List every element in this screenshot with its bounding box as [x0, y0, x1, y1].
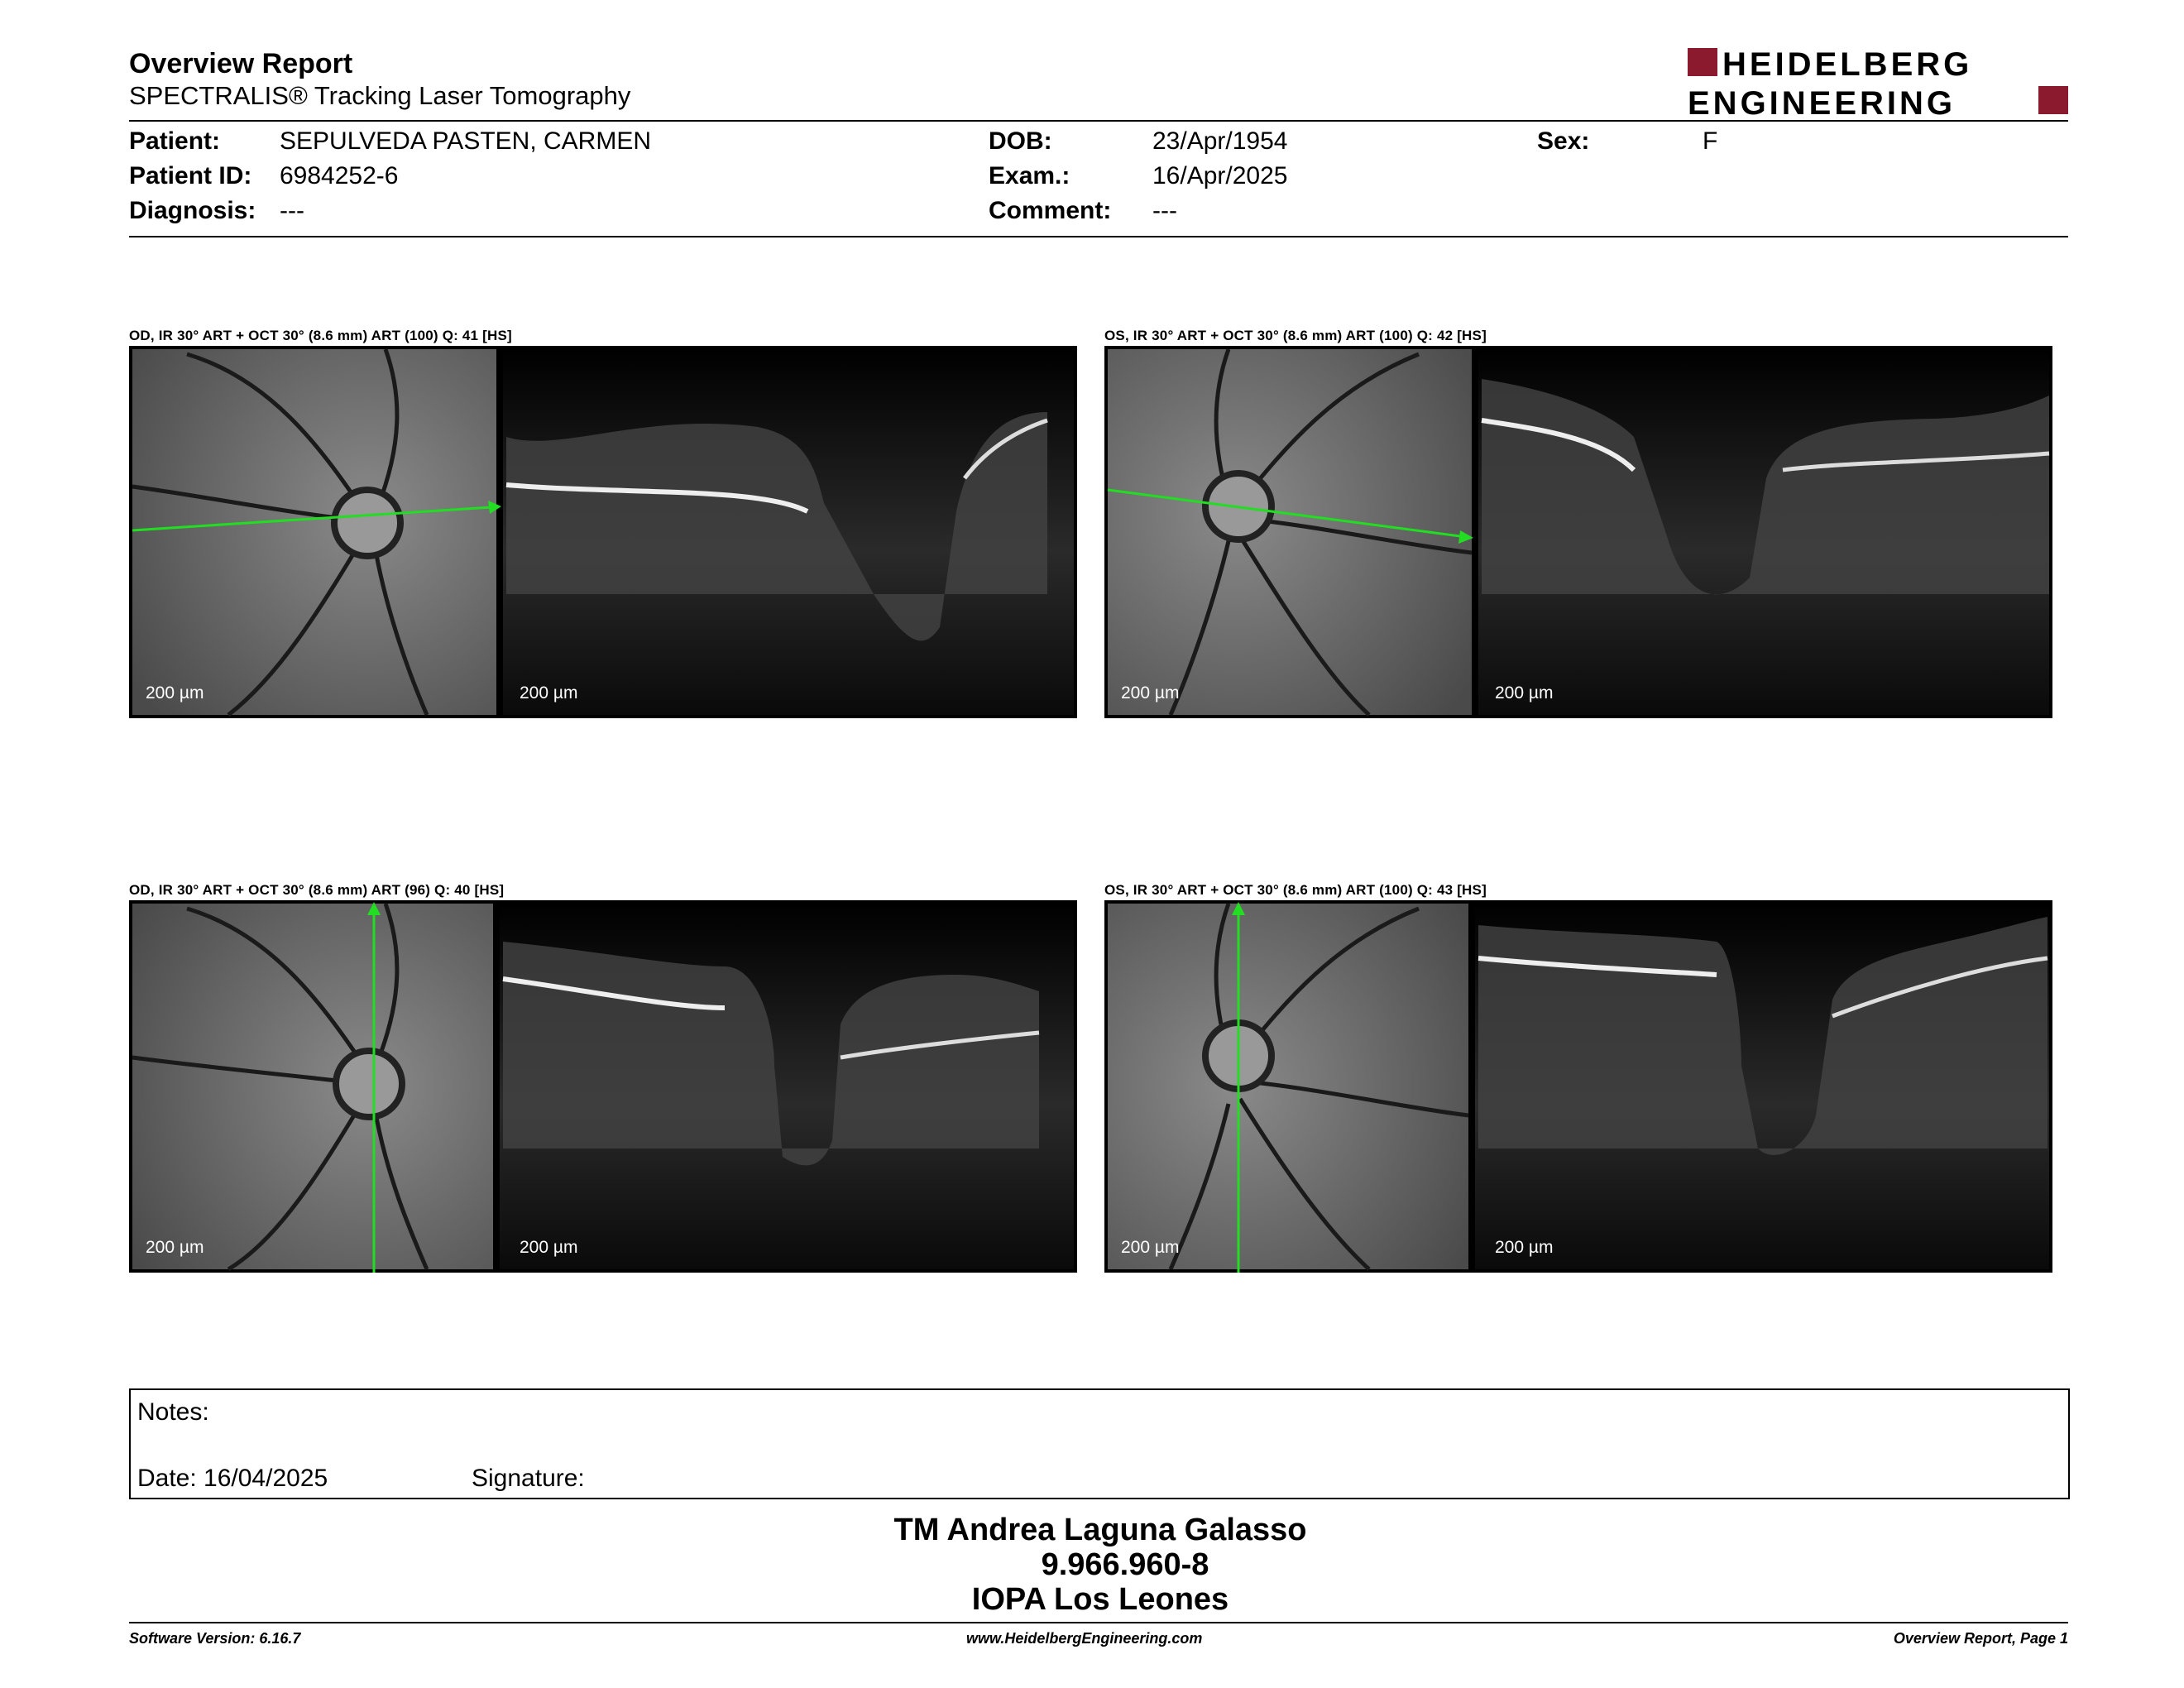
panel-1-caption: OD, IR 30° ART + OCT 30° (8.6 mm) ART (100) Q: 41 [HS] — [129, 328, 512, 343]
logo-line1: HEIDELBERG — [1722, 46, 1973, 83]
patient-value: SEPULVEDA PASTEN, CARMEN — [280, 127, 652, 155]
logo-accent-bottom — [2038, 86, 2068, 114]
panel-1-image — [129, 346, 1077, 718]
optic-disc — [336, 1051, 402, 1117]
exam-label: Exam.: — [989, 162, 1070, 189]
footer-rule — [129, 1622, 2068, 1623]
signature-name: TM Andrea Laguna Galasso — [893, 1513, 1307, 1547]
footer-website[interactable]: www.HeidelbergEngineering.com — [966, 1630, 1203, 1647]
panel-2-fundus-scale: 200 µm — [1121, 683, 1180, 703]
panel-4-image — [1104, 900, 2052, 1273]
comment-value: --- — [1152, 197, 1177, 224]
logo-accent-top — [1688, 48, 1717, 76]
patient-label: Patient: — [129, 127, 221, 155]
dob-value: 23/Apr/1954 — [1152, 127, 1288, 155]
panel-3-caption: OD, IR 30° ART + OCT 30° (8.6 mm) ART (96) Q: 40 [HS] — [129, 882, 505, 898]
exam-value: 16/Apr/2025 — [1152, 162, 1288, 189]
header-rule — [129, 120, 2068, 122]
panel-2-oct-scale: 200 µm — [1495, 683, 1554, 703]
panel-4-fundus-scale: 200 µm — [1121, 1238, 1180, 1257]
panel-3-oct-scale: 200 µm — [520, 1238, 578, 1257]
sex-label: Sex: — [1537, 127, 1590, 155]
diagnosis-value: --- — [280, 197, 304, 224]
panel-3-fundus-scale: 200 µm — [146, 1238, 204, 1257]
fundus-image — [132, 349, 496, 715]
panel-1-fundus-scale: 200 µm — [146, 683, 204, 703]
notes-label: Notes: — [137, 1398, 209, 1426]
notes-signature-label: Signature: — [472, 1465, 585, 1492]
signature-institution: IOPA Los Leones — [971, 1582, 1229, 1617]
patient-id-label: Patient ID: — [129, 162, 252, 189]
patient-rule — [129, 236, 2068, 237]
report-title: Overview Report — [129, 48, 353, 79]
sex-value: F — [1703, 127, 1718, 155]
notes-box — [129, 1388, 2070, 1499]
optic-disc — [334, 490, 400, 556]
footer-software: Software Version: 6.16.7 — [129, 1630, 301, 1647]
comment-label: Comment: — [989, 197, 1112, 224]
logo-line2: ENGINEERING — [1688, 85, 1956, 119]
diagnosis-label: Diagnosis: — [129, 197, 256, 224]
fundus-image — [1108, 349, 1472, 715]
report-subtitle: SPECTRALIS® Tracking Laser Tomography — [129, 81, 631, 110]
signature-id: 9.966.960-8 — [1041, 1547, 1209, 1582]
panel-2-image — [1104, 346, 2052, 718]
dob-label: DOB: — [989, 127, 1052, 155]
panel-3-image — [129, 900, 1077, 1273]
notes-date: Date: 16/04/2025 — [137, 1465, 328, 1492]
patient-id-value: 6984252-6 — [280, 162, 399, 189]
panel-2-caption: OS, IR 30° ART + OCT 30° (8.6 mm) ART (100) Q: 42 [HS] — [1104, 328, 1487, 343]
panel-4-caption: OS, IR 30° ART + OCT 30° (8.6 mm) ART (100) Q: 43 [HS] — [1104, 882, 1487, 898]
panel-1-oct-scale: 200 µm — [520, 683, 578, 703]
footer-page: Overview Report, Page 1 — [1893, 1630, 2068, 1647]
panel-4-oct-scale: 200 µm — [1495, 1238, 1554, 1257]
fundus-image — [132, 904, 493, 1269]
heidelberg-logo — [1688, 45, 2068, 119]
